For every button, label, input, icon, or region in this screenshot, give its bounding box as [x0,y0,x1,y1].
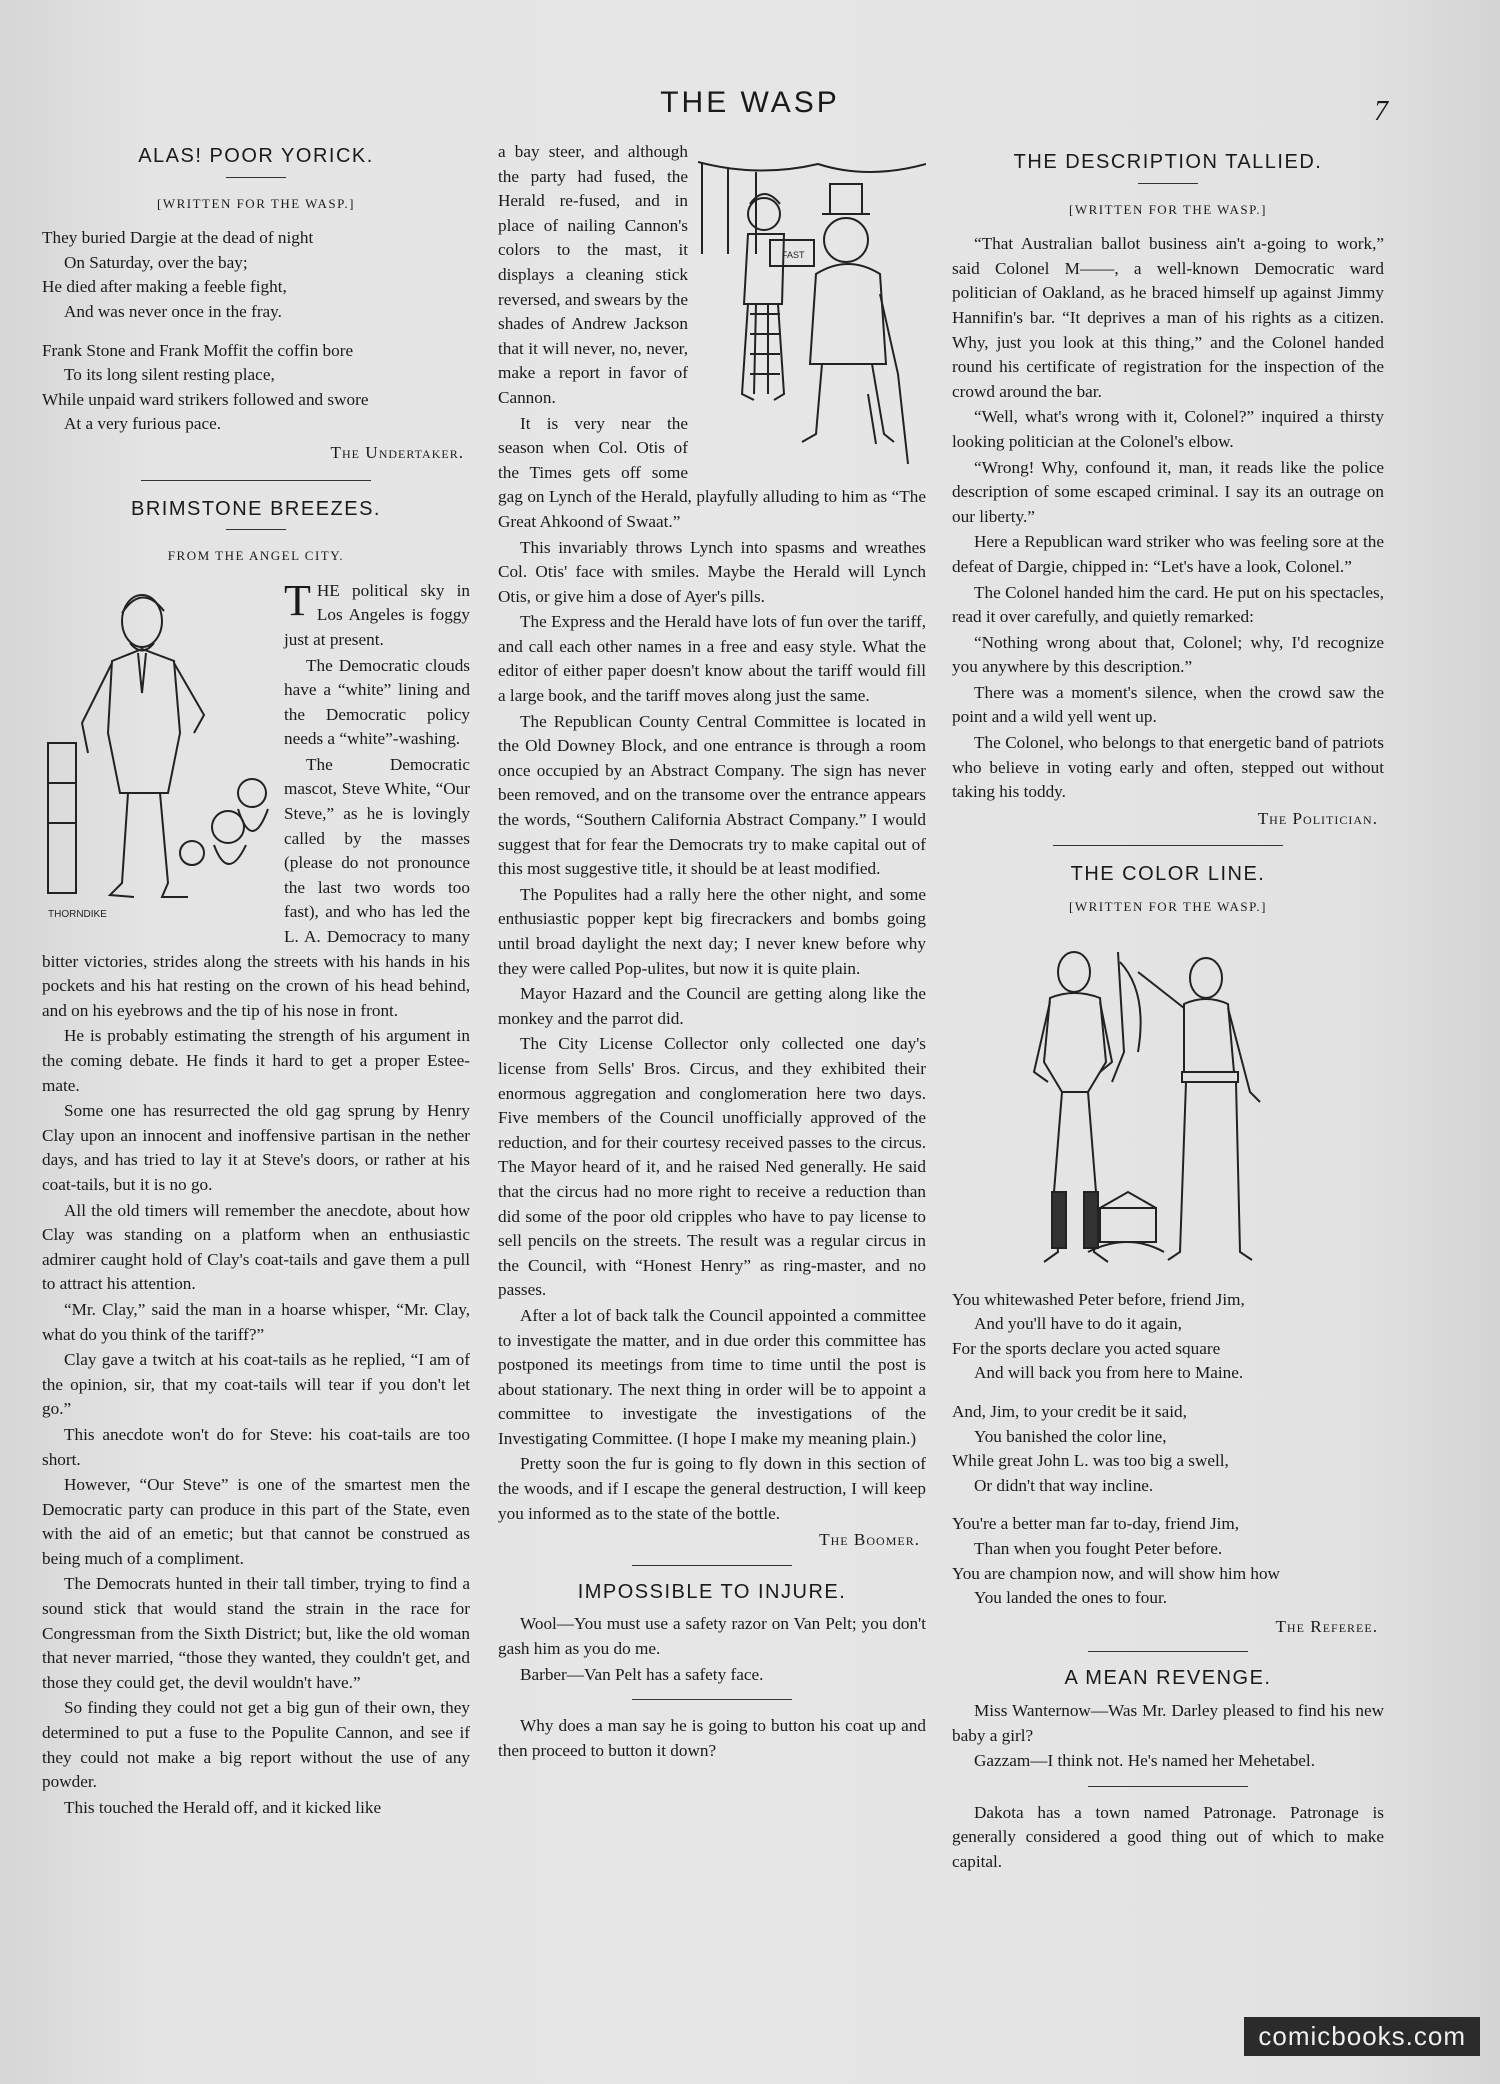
poem-line: You're a better man far to-day, friend Jim, [952,1514,1240,1534]
boomer-signature: The Boomer. [819,1530,920,1550]
column-3 [952,140,1384,1876]
illustration-signature: THORNDIKE [48,908,107,920]
yorick-title: ALAS! POOR YORICK. [138,145,374,167]
poem-line: You are champion now, and will show him how [952,1563,1280,1583]
article-paragraph: The Colonel, who belongs to that energetic band of patriots who believe in voting early and often, stepped out without taking his toddy. [952,733,1384,802]
cartoon-illustration [698,144,926,474]
article-paragraph: “That Australian ballot business ain't a-going to work,” said Colonel M——, a well-known Democratic ward politician of Oakland, as he braced himself up against Jimmy Hannifin's bar. “It deprives a man of his rights as a citizen. Why, just you look at this thing,” and the Colonel handed round his certificate of registration for the inspection of the crowd around the bar. [952,234,1384,401]
article-paragraph: Mayor Hazard and the Council are getting along like the monkey and the parrot did. [498,984,926,1028]
divider [1138,183,1198,184]
article-paragraph: It is very near the season when Col. Otis of the Times gets off some gag on Lynch of the Herald, playfully alluding to him as “The Great Ahkoond of Swaat.” [498,413,926,531]
article-paragraph: So finding they could not get a big gun of their own, they determined to put a fuse to the Populite Cannon, and see if they could not make a big report without the use of any powder. [42,1698,470,1792]
sign-text: FAST [782,250,805,260]
page-number: 7 [1374,96,1388,127]
article-paragraph: This touched the Herald off, and it kicked like [64,1797,382,1817]
article-paragraph: This invariably throws Lynch into spasms and wreathes Col. Otis' face with smiles. Maybe the Herald will Lynch Otis, or give him a dose of Ayer's pills. [498,537,926,606]
description-title: THE DESCRIPTION TALLIED. [1013,151,1323,173]
article-paragraph: The Express and the Herald have lots of fun over the tariff, and call each other names in a free and easy style. What the editor of either paper doesn't know about the tariff would fill a large book, and the tariff moves along just the same. [498,612,926,706]
steve-white-illustration [42,583,272,923]
poem-line: And will back you from here to Maine. [974,1363,1244,1383]
article-paragraph: All the old timers will remember the anecdote, about how Clay was standing on a platform when an enthusiastic admirer caught hold of Clay's coat-tails and gave them a pull to attract his attention. [42,1200,470,1294]
poem-line: At a very furious pace. [64,414,222,434]
article-paragraph: The Populites had a rally here the other night, and some enthusiastic popper kept big firecrackers and bombs going until broad daylight the next day; I never knew before why they were called Pop-ulites, but now it is quite plain. [498,884,926,978]
article-paragraph: “Nothing wrong about that, Colonel; why, I'd recognize you anywhere by this description.” [952,632,1384,677]
injure-title: IMPOSSIBLE TO INJURE. [577,1580,847,1603]
article-paragraph: “Mr. Clay,” said the man in a hoarse whisper, “Mr. Clay, what do you think of the tariff?” [42,1299,470,1344]
divider [1088,1651,1248,1652]
poem-line: Or didn't that way incline. [974,1475,1154,1495]
article-paragraph: “Well, what's wrong with it, Colonel?” inquired a thirsty looking politician at the Colonel's elbow. [952,407,1384,451]
dialogue-line: Gazzam—I think not. He's named her Mehetabel. [974,1751,1315,1771]
yorick-byline: [WRITTEN FOR THE WASP.] [157,195,355,211]
color-line-title: THE COLOR LINE. [1070,863,1266,886]
yorick-signature: The Undertaker. [330,442,464,462]
column-1 [42,140,470,1821]
article-paragraph: a bay steer, and although the party had fused, the Herald re-fused, and in place of nailing Cannon's colors to the mast, it displays a cleaning stick reversed, and swears by the shades of Andrew Jackson that it will never, no, never, make a report in favor of Cannon. [498,142,688,407]
article-paragraph: Clay gave a twitch at his coat-tails as he replied, “I am of the opinion, sir, that my coat-tails will tear if you don't let go.” [42,1350,470,1419]
poem-line: They buried Dargie at the dead of night [42,228,314,248]
button-joke: Why does a man say he is going to button his coat up and then proceed to button it down? [498,1716,926,1760]
divider [141,480,371,481]
article-paragraph: Pretty soon the fur is going to fly down in this section of the woods, and if I escape the general destruction, I will keep you informed as to the state of the bottle. [498,1454,926,1523]
revenge-title: A MEAN REVENGE. [1064,1667,1272,1690]
poem-line: On Saturday, over the bay; [64,252,248,272]
poem-line: You landed the ones to four. [974,1588,1168,1608]
divider [1088,1786,1248,1787]
dialogue-line: Barber—Van Pelt has a safety face. [520,1664,764,1684]
divider [1053,845,1283,846]
dialogue-line: Wool—You must use a safety razor on Van Pelt; you don't gash him as you do me. [498,1614,926,1659]
poem-line: For the sports declare you acted square [952,1338,1221,1358]
boxers-illustration [952,932,1384,1272]
poem-line: And was never once in the fray. [64,301,282,321]
article-paragraph: HE political sky in Los Angeles is foggy just at present. [284,580,470,649]
dakota-paragraph: Dakota has a town named Patronage. Patronage is generally considered a good thing out of which to make capital. [952,1802,1384,1871]
article-paragraph: The Colonel handed him the card. He put on his spectacles, read it over carefully, and quietly remarked: [952,582,1384,627]
divider [632,1565,792,1566]
article-paragraph: “Wrong! Why, confound it, man, it reads like the police description of some escaped criminal. I say its an outrage on our liberty.” [952,457,1384,526]
poem-line: He died after making a feeble fight, [42,277,287,297]
brimstone-title: BRIMSTONE BREEZES. [130,497,381,520]
poem-line: And, Jim, to your credit be it said, [952,1402,1187,1421]
article-paragraph: This anecdote won't do for Steve: his coat-tails are too short. [42,1424,470,1469]
poem-line: You whitewashed Peter before, friend Jim, [952,1289,1245,1309]
article-paragraph: The Republican County Central Committee is located in the Old Downey Block, and one entrance is through a room once occupied by an Abstract Company. The sign has never been removed, and on the transome over the entrance appears the words, “Southern California Abstract Company.” I would suggest that for fear the Democrats try to make capital out of this most suggestive title, it should be at least modified. [498,711,926,879]
article-paragraph: However, “Our Steve” is one of the smartest men the Democratic party can produce in this part of the State, even with the aid of an emetic; but that cannot be construed as being much of a compliment. [42,1475,470,1568]
brimstone-byline: FROM THE ANGEL CITY. [167,548,345,564]
color-line-poem [952,1288,1384,1611]
divider [226,177,286,178]
poem-line: While great John L. was too big a swell, [952,1451,1229,1471]
referee-signature: The Referee. [1275,1616,1378,1636]
poem-line: And you'll have to do it again, [974,1314,1182,1334]
article-paragraph: The Democratic mascot, Steve White, “Our Steve,” as he is lovingly called by the masses (please do not pronounce the last two words too fast), and who has led the L. A. Democracy to many bitter victories, strides along the streets with his hands in his pockets and his hat resting on the crown of his head behind, and on his eyebrows and the tip of his nose in front. [42,754,470,1020]
yorick-poem [42,226,470,437]
politician-signature: The Politician. [1257,808,1378,828]
color-line-byline: [WRITTEN FOR THE WASP.] [1069,899,1267,915]
article-paragraph: There was a moment's silence, when the crowd saw the point and a wild yell went up. [952,682,1384,727]
poem-line: Than when you fought Peter before. [974,1538,1223,1558]
article-paragraph: After a lot of back talk the Council appointed a committee to investigate the matter, and in due order this committee has postponed its meetings from time to time until the post is about stationary. The next thing in order will be to appoint a committee to investigate the investigations of the Investigating Committee. (I hope I make my meaning plain.) [498,1305,926,1448]
poem-line: You banished the color line, [974,1426,1167,1446]
article-paragraph: The Democratic clouds have a “white” lining and the Democratic policy needs a “white”-washing. [284,655,470,749]
divider [226,529,286,530]
masthead: THE WASP [660,86,840,119]
poem-line: Frank Stone and Frank Moffit the coffin bore [42,340,354,360]
description-byline: [WRITTEN FOR THE WASP.] [1069,201,1267,217]
article-paragraph: Some one has resurrected the old gag sprung by Henry Clay upon an innocent and inoffensive partisan in the nether days, and has tried to lay it at Steve's doors, or rather at his coat-tails, but it is no go. [42,1101,470,1194]
article-paragraph: He is probably estimating the strength of his argument in the coming debate. He finds it hard to get a proper Estee-mate. [42,1026,470,1095]
divider [632,1699,792,1700]
article-paragraph: The Democrats hunted in their tall timber, trying to find a sound stick that would stand the strain in the race for Congressman from the Sixth District; but, like the old woman that never married, “those they wanted, they couldn't get, and those they could get, the devil wouldn't have.” [42,1574,470,1692]
article-paragraph: Here a Republican ward striker who was feeling sore at the defeat of Dargie, chipped in: “Let's have a look, Colonel.” [952,532,1384,576]
watermark: comicbooks.com [1244,2017,1480,2056]
poem-line: While unpaid ward strikers followed and swore [42,389,369,409]
drop-cap: T [284,575,311,625]
poem-line: To its long silent resting place, [64,365,275,385]
dialogue-line: Miss Wanternow—Was Mr. Darley pleased to find his new baby a girl? [952,1700,1384,1745]
article-paragraph: The City License Collector only collected one day's license from Sells' Bros. Circus, and they exhibited their enormous aggregation and conglomeration here two days. Five members of the Council unofficially approved of the reduction, and for their courtesy received passes to the circus. The Mayor heard of it, and he raised Ned generally. He said that the circus had no more right to receive a reduction than did some of the poor old cripples who have to pay license to sell pencils on the streets. The result was a regular circus in the Council, with “Honest Henry” as ring-master, and no passes. [498,1034,926,1300]
column-2 [498,140,926,1764]
